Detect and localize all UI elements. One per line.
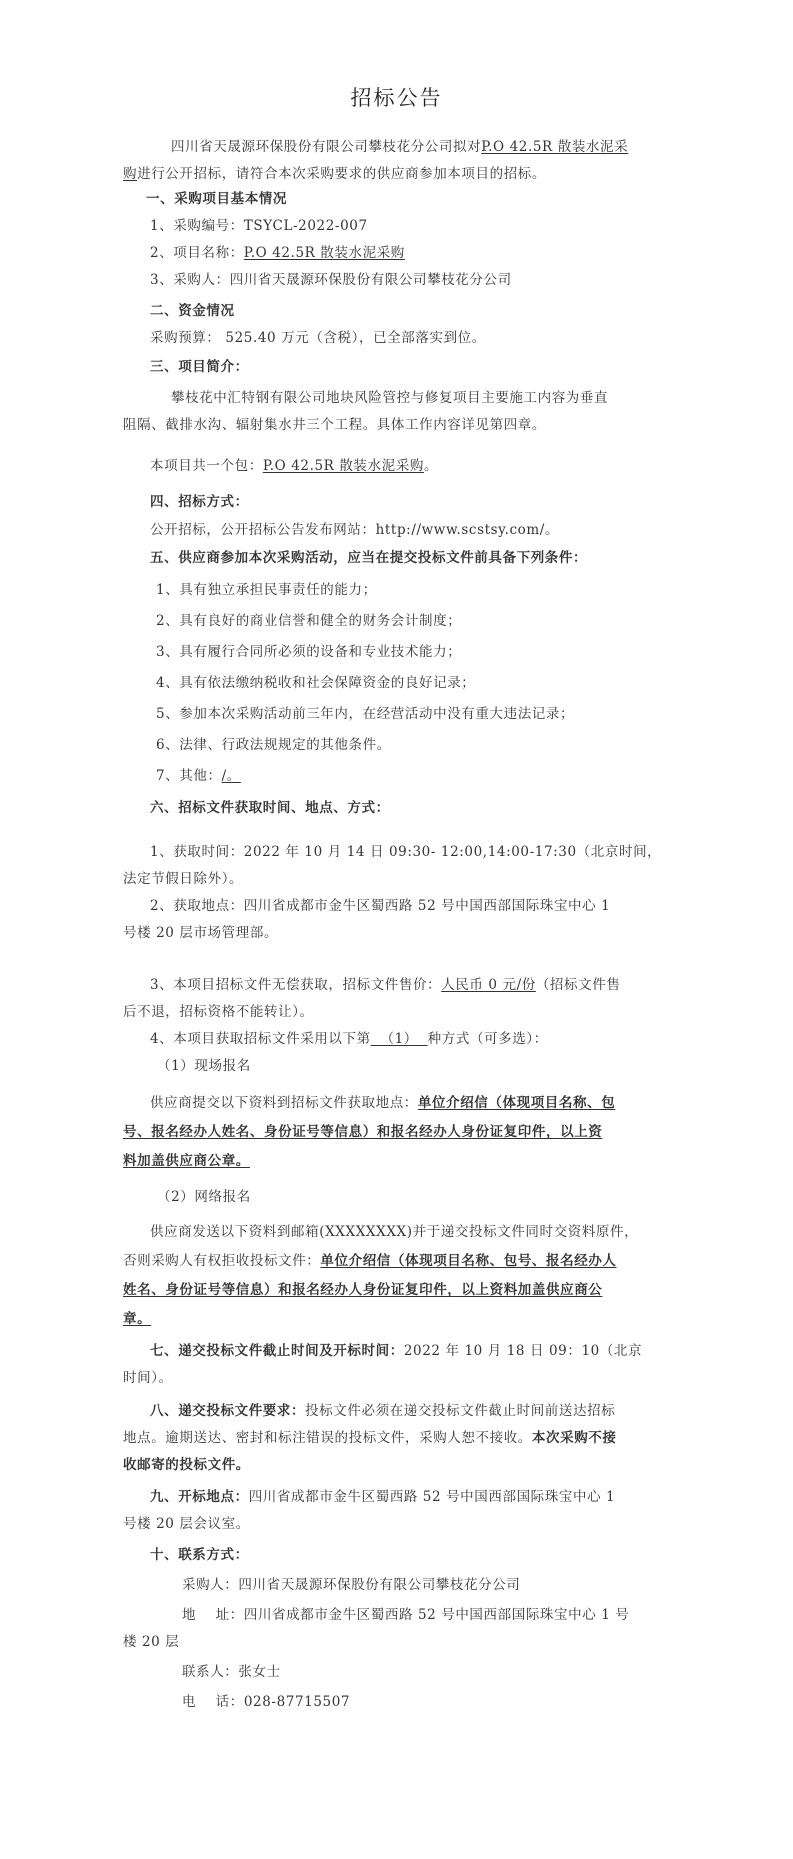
package-label: 本项目共一个包： [150, 458, 263, 474]
condition-4: 4、具有依法缴纳税收和社会保障资金的良好记录； [156, 675, 476, 691]
section-5-heading: 五、供应商参加本次采购活动，应当在提交投标文件前具备下列条件： [150, 550, 588, 566]
fee-suffix: （招标文件售 [535, 977, 621, 993]
package-value: P.O 42.5R 散装水泥采购 [262, 458, 424, 474]
purchaser: 3、采购人：四川省天晟源环保股份有限公司攀枝花分公司 [150, 272, 512, 288]
acquire-time-line-1: 1、获取时间：2022 年 10 月 14 日 09:30- 12:00,14:00-17:30（北京时间， [150, 844, 662, 860]
project-name-link-cont: 购 [123, 166, 138, 182]
document-fee-line-2: 后不退，招标资格不能转让）。 [123, 1004, 314, 1020]
intro-suffix: 进行公开招标，请符合本次采购要求的供应商参加本项目的招标。 [137, 166, 547, 182]
submission-line-1 [150, 1402, 615, 1420]
online-line-4: 章。 [123, 1311, 152, 1327]
section-4-heading: 四、招标方式： [150, 494, 249, 510]
condition-7-label: 7、其他： [156, 768, 222, 784]
online-line-2 [123, 1252, 617, 1270]
project-name-value: P.O 42.5R 散装水泥采购 [243, 245, 405, 261]
onsite-line-3: 料加盖供应商公章。 [123, 1153, 250, 1169]
project-name-link: P.O 42.5R 散装水泥采 [481, 139, 629, 155]
contact-address-line-1: 地 址：四川省成都市金牛区蜀西路 52 号中国西部国际珠宝中心 1 号 [182, 1607, 630, 1623]
onsite-registration-label: （1）现场报名 [157, 1058, 251, 1074]
acquire-time-line-2: 法定节假日除外）。 [123, 871, 244, 887]
acquire-place-line-2: 号楼 20 层市场管理部。 [123, 925, 279, 941]
method-value: （1） [370, 1031, 428, 1047]
opening-place-line-1 [150, 1488, 615, 1506]
section-7-heading: 七、递交投标文件截止时间及开标时间： [150, 1343, 404, 1359]
submission-line-2 [123, 1429, 617, 1447]
deadline-value: 2022 年 10 月 18 日 09：10（北京 [403, 1343, 643, 1359]
opening-place-value: 四川省成都市金牛区蜀西路 52 号中国西部国际珠宝中心 1 [248, 1489, 616, 1505]
document-fee-line-1 [150, 976, 620, 994]
section-8-heading: 八、递交投标文件要求： [150, 1403, 306, 1419]
acquire-place-line-1: 2、获取地点：四川省成都市金牛区蜀西路 52 号中国西部国际珠宝中心 1 [150, 898, 611, 914]
section-9-heading: 九、开标地点： [150, 1489, 249, 1505]
bidding-method-text: 公开招标，公开招标公告发布网站：http://www.scstsy.com/。 [150, 522, 560, 538]
purchase-number: 1、采购编号：TSYCL-2022-007 [150, 218, 368, 234]
condition-1: 1、具有独立承担民事责任的能力； [156, 582, 377, 598]
project-name-label: 2、项目名称： [150, 245, 244, 261]
section-10-heading: 十、联系方式： [150, 1547, 249, 1563]
section-1-heading: 一、采购项目基本情况 [146, 191, 287, 207]
project-name-row [150, 244, 405, 262]
project-intro-line-2: 阻隔、截排水沟、辐射集水井三个工程。具体工作内容详见第四章。 [123, 417, 546, 433]
condition-2: 2、具有良好的商业信誉和健全的财务会计制度； [156, 613, 462, 629]
section-6-heading: 六、招标文件获取时间、地点、方式： [150, 800, 390, 816]
onsite-line-1 [150, 1094, 615, 1112]
intro-line-1 [171, 138, 628, 156]
method-label: 4、本项目获取招标文件采用以下第 [150, 1031, 371, 1047]
onsite-line-2: 号、报名经办人姓名、身份证号等信息）和报名经办人身份证复印件，以上资 [123, 1124, 603, 1140]
contact-person: 联系人：张女士 [182, 1664, 281, 1680]
section-2-heading: 二、资金情况 [150, 303, 235, 319]
online-line-3: 姓名、身份证号等信息）和报名经办人身份证复印件，以上资料加盖供应商公 [123, 1282, 603, 1298]
package-suffix: 。 [423, 458, 439, 474]
method-suffix: 种方式（可多选）： [427, 1031, 548, 1047]
opening-place-line-2: 号楼 20 层会议室。 [123, 1516, 250, 1532]
fee-label: 3、本项目招标文件无偿获取，招标文件售价： [150, 977, 442, 993]
intro-prefix: 四川省天晟源环保股份有限公司攀枝花分公司拟对 [171, 139, 482, 155]
deadline-line-2: 时间）。 [123, 1370, 173, 1386]
online-registration-label: （2）网络报名 [157, 1189, 251, 1205]
onsite-intro: 供应商提交以下资料到招标文件获取地点： [150, 1095, 418, 1111]
onsite-requirements: 单位介绍信（体现项目名称、包 [417, 1095, 616, 1111]
condition-7 [156, 767, 255, 785]
acquire-method-row [150, 1030, 548, 1048]
project-intro-line-1: 攀枝花中汇特钢有限公司地块风险管控与修复项目主要施工内容为垂直 [171, 390, 609, 406]
deadline-line-1 [150, 1342, 642, 1360]
contact-address-line-2: 楼 20 层 [123, 1634, 180, 1650]
online-requirements: 单位介绍信（体现项目名称、包号、报名经办人 [320, 1253, 617, 1269]
submission-line-3: 收邮寄的投标文件。 [123, 1457, 250, 1473]
online-line-1: 供应商发送以下资料到邮箱(XXXXXXXX)并于递交投标文件同时交资料原件， [150, 1224, 639, 1240]
package-row [150, 457, 438, 475]
condition-7-value: /。 [221, 768, 241, 784]
submission-text-2: 地点。逾期送达、密封和标注错误的投标文件，采购人恕不接收。 [123, 1430, 532, 1446]
online-intro: 否则采购人有权拒收投标文件： [123, 1253, 321, 1269]
submission-text: 投标文件必须在递交投标文件截止时间前送达招标 [305, 1403, 616, 1419]
page-title: 招标公告 [350, 86, 443, 110]
section-3-heading: 三、项目简介： [150, 359, 249, 375]
intro-line-2 [123, 165, 546, 183]
no-mail-notice: 本次采购不接 [531, 1430, 617, 1446]
condition-6: 6、法律、行政法规规定的其他条件。 [156, 737, 391, 753]
condition-5: 5、参加本次采购活动前三年内，在经营活动中没有重大违法记录； [156, 706, 575, 722]
contact-purchaser: 采购人：四川省天晟源环保股份有限公司攀枝花分公司 [182, 1577, 521, 1593]
contact-phone: 电 话：028-87715507 [182, 1694, 351, 1710]
budget-text: 采购预算： 525.40 万元（含税），已全部落实到位。 [150, 330, 486, 346]
condition-3: 3、具有履行合同所必须的设备和专业技术能力； [156, 644, 462, 660]
fee-value: 人民币 0 元/份 [441, 977, 536, 993]
